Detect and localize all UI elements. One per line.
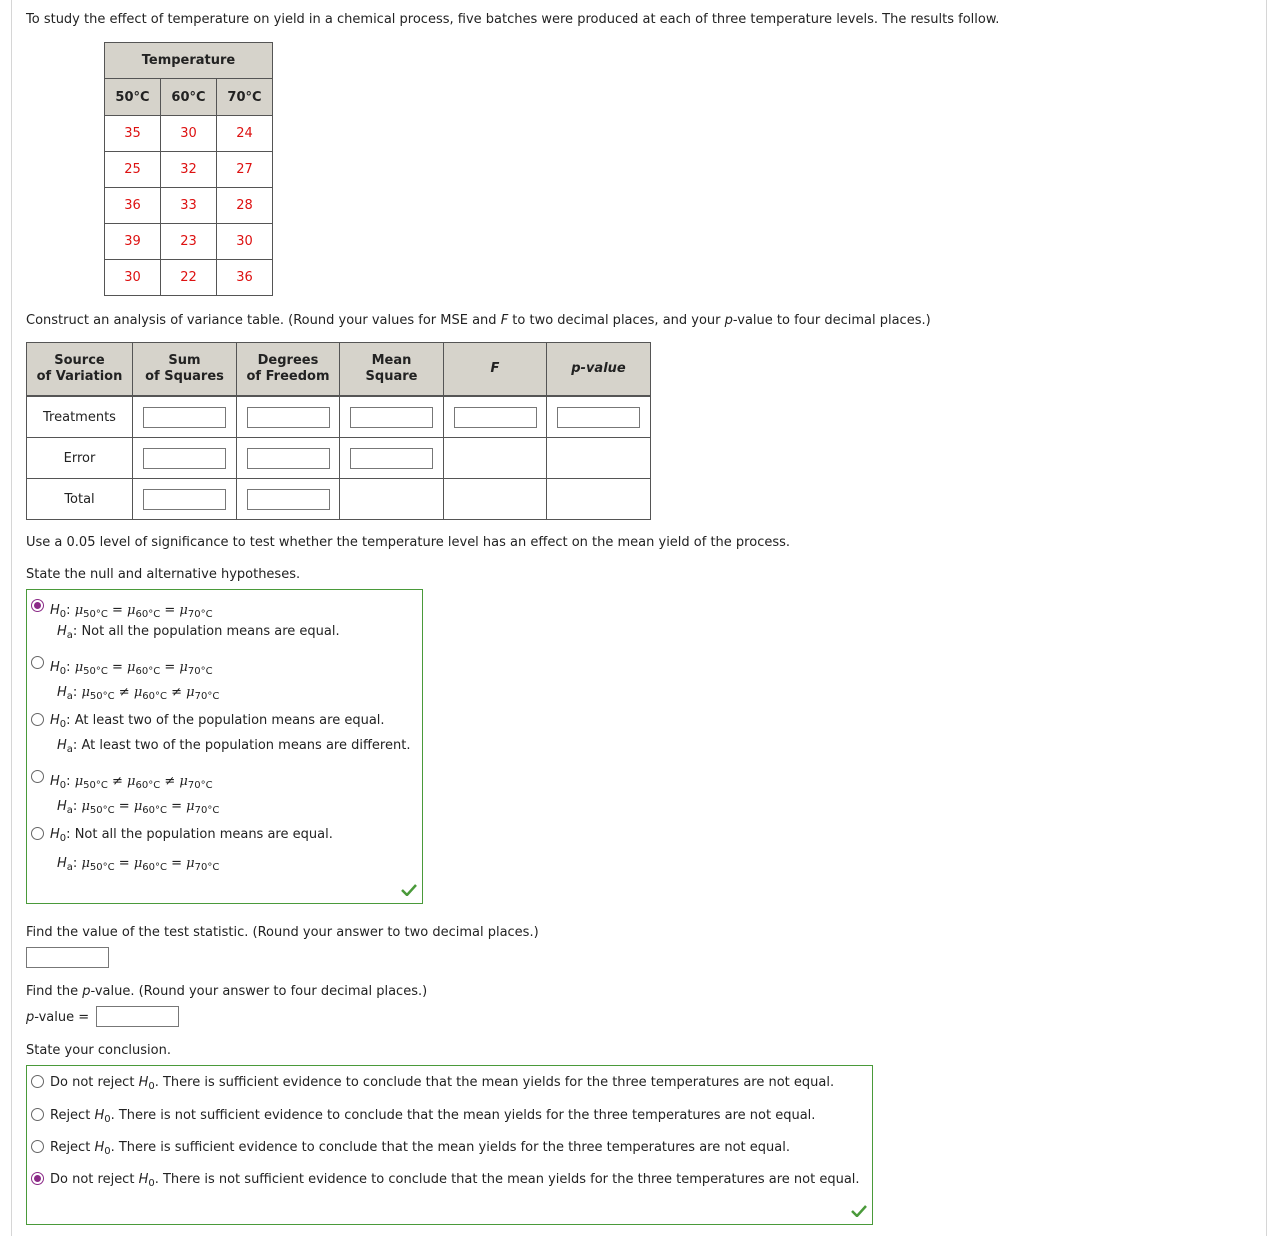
hypotheses-prompt: State the null and alternative hypotheses. (26, 567, 301, 582)
table-cell: 27 (217, 152, 273, 188)
f-input[interactable] (454, 407, 537, 428)
pvalue-prompt: Find the p-value. (Round your answer to four decimal places.) (26, 984, 428, 999)
hypothesis-option-4-radio[interactable] (31, 770, 44, 783)
table-cell: 24 (217, 116, 273, 152)
anova-prompt: Construct an analysis of variance table. (Round your values for MSE and F to two decimal places, and your p-value to four decimal places.) (26, 313, 931, 328)
table-cell: 23 (161, 224, 217, 260)
conclusion-option-4-text: Do not reject $H_0$. There is not sufficient evidence to conclude that the mean yields for the three temperatures are not equal. (50, 1172, 860, 1189)
table-cell: 22 (161, 260, 217, 296)
row-label-treatments: Treatments (27, 397, 133, 438)
header-ms: Mean Square (340, 343, 444, 396)
hypothesis-option-1-ha: $H_a$: Not all the population means are equal. (57, 624, 340, 641)
temperature-caption: Temperature (105, 43, 273, 79)
header-pvalue: p-value (547, 343, 651, 396)
table-cell: 30 (161, 116, 217, 152)
temp-header-50: 50°C (105, 79, 161, 116)
hypothesis-option-3-ha: $H_a$: At least two of the population means are different. (57, 738, 411, 755)
hypothesis-option-2-h0: $H_0$: $\mu_{50^\circ C} = \mu_{60^\circ C} = \mu_{70^\circ C}$ (50, 660, 213, 677)
conclusion-prompt: State your conclusion. (26, 1043, 171, 1058)
table-cell: 28 (217, 188, 273, 224)
row-label-error: Error (27, 438, 133, 479)
test-stat-prompt: Find the value of the test statistic. (Round your answer to two decimal places.) (26, 925, 539, 940)
conclusion-option-3-text: Reject $H_0$. There is sufficient evidence to conclude that the mean yields for the three temperatures are not equal. (50, 1140, 790, 1157)
significance-text: Use a 0.05 level of significance to test whether the temperature level has an effect on the mean yield of the process. (26, 535, 791, 550)
header-ss: Sum of Squares (133, 343, 237, 396)
df-error-input[interactable] (247, 448, 330, 469)
pvalue-table-input[interactable] (557, 407, 640, 428)
row-label-total: Total (27, 479, 133, 520)
table-cell: 30 (105, 260, 161, 296)
conclusion-option-1-text: Do not reject $H_0$. There is sufficient evidence to conclude that the mean yields for the three temperatures are not equal. (50, 1075, 835, 1092)
conclusion-option-2-text: Reject $H_0$. There is not sufficient evidence to conclude that the mean yields for the three temperatures are not equal. (50, 1108, 816, 1125)
hypothesis-option-2-radio[interactable] (31, 656, 44, 669)
correct-check-icon (851, 1205, 867, 1217)
header-f: F (444, 343, 547, 396)
table-cell: 35 (105, 116, 161, 152)
conclusion-option-1-radio[interactable] (31, 1075, 44, 1088)
pvalue-input[interactable] (96, 1006, 179, 1027)
pvalue-label: p-value = (26, 1010, 90, 1025)
hypothesis-option-1-h0: $H_0$: $\mu_{50^\circ C} = \mu_{60^\circ C} = \mu_{70^\circ C}$ (50, 603, 213, 620)
ms-treatments-input[interactable] (350, 407, 433, 428)
ss-error-input[interactable] (143, 448, 226, 469)
header-source: Source of Variation (27, 343, 133, 396)
table-cell: 32 (161, 152, 217, 188)
table-cell: 25 (105, 152, 161, 188)
test-stat-input[interactable] (26, 947, 109, 968)
temp-header-70: 70°C (217, 79, 273, 116)
hypothesis-option-5-radio[interactable] (31, 827, 44, 840)
ss-total-input[interactable] (143, 489, 226, 510)
conclusion-option-2-radio[interactable] (31, 1108, 44, 1121)
conclusion-option-4-radio[interactable] (31, 1172, 44, 1185)
table-cell: 30 (217, 224, 273, 260)
hypothesis-option-1-radio[interactable] (31, 599, 44, 612)
temperature-table (104, 42, 273, 296)
hypothesis-option-3-radio[interactable] (31, 713, 44, 726)
conclusion-option-3-radio[interactable] (31, 1140, 44, 1153)
hypothesis-option-4-h0: $H_0$: $\mu_{50^\circ C} \ne \mu_{60^\circ C} \ne \mu_{70^\circ C}$ (50, 774, 213, 791)
correct-check-icon (401, 884, 417, 896)
temp-header-60: 60°C (161, 79, 217, 116)
ss-treatments-input[interactable] (143, 407, 226, 428)
table-cell: 36 (105, 188, 161, 224)
hypothesis-option-3-h0: $H_0$: At least two of the population means are equal. (50, 713, 385, 730)
ms-error-input[interactable] (350, 448, 433, 469)
hypothesis-option-5-h0: $H_0$: Not all the population means are equal. (50, 827, 333, 844)
header-df: Degrees of Freedom (237, 343, 340, 396)
df-treatments-input[interactable] (247, 407, 330, 428)
intro-text: To study the effect of temperature on yield in a chemical process, five batches were produced at each of three temperature levels. The results follow. (26, 12, 1000, 27)
hypothesis-option-5-ha: $H_a$: $\mu_{50^\circ C} = \mu_{60^\circ C} = \mu_{70^\circ C}$ (57, 856, 220, 873)
table-cell: 33 (161, 188, 217, 224)
anova-table (26, 342, 651, 520)
table-cell: 39 (105, 224, 161, 260)
hypothesis-option-2-ha: $H_a$: $\mu_{50^\circ C} \ne \mu_{60^\circ C} \ne \mu_{70^\circ C}$ (57, 685, 220, 702)
df-total-input[interactable] (247, 489, 330, 510)
hypothesis-option-4-ha: $H_a$: $\mu_{50^\circ C} = \mu_{60^\circ C} = \mu_{70^\circ C}$ (57, 799, 220, 816)
table-cell: 36 (217, 260, 273, 296)
